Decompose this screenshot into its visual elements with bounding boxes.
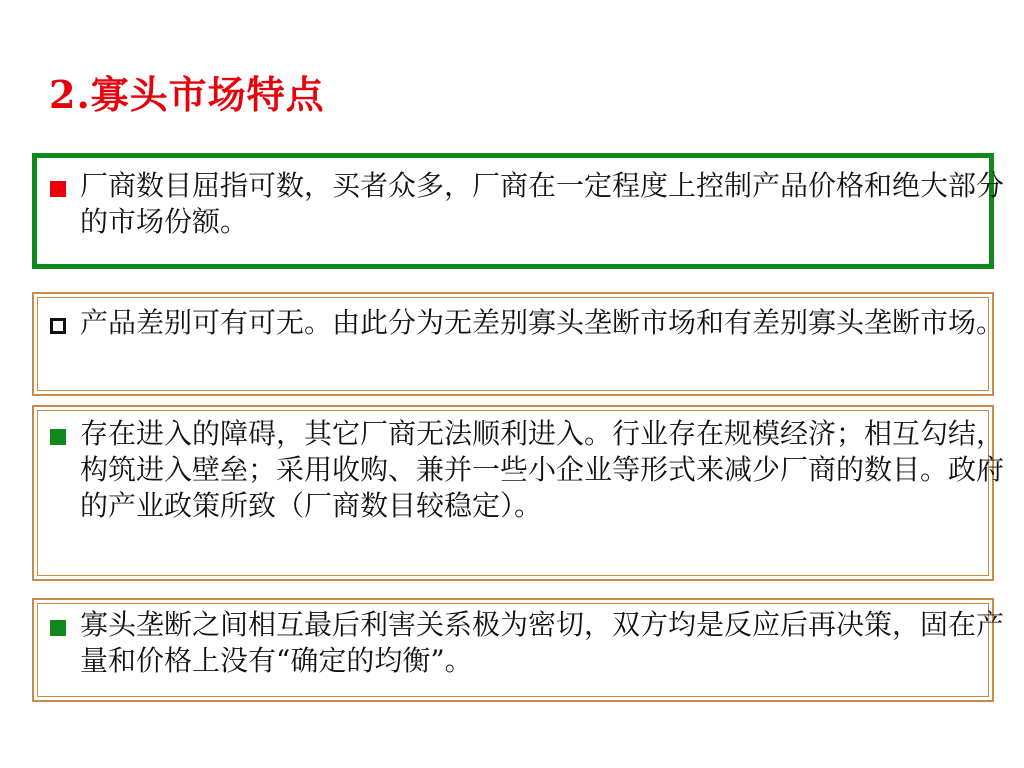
point-4-text: 寡头垄断之间相互最后利害关系极为密切，双方均是反应后再决策，固在产量和价格上没有“确定的均衡”。 (80, 608, 1005, 677)
point-2-text: 产品差别可有可无。由此分为无差别寡头垄断市场和有差别寡头垄断市场。 (80, 306, 1005, 339)
point-1-text: 厂商数目屈指可数，买者众多，厂商在一定程度上控制产品价格和绝大部分的市场份额。 (80, 169, 1005, 238)
green-square-bullet-icon (50, 620, 66, 636)
point-2 (50, 305, 1004, 341)
point-1 (50, 168, 1004, 240)
green-square-bullet-icon (50, 429, 66, 445)
red-square-bullet-icon (50, 181, 66, 197)
point-4 (50, 607, 1004, 679)
hollow-square-bullet-icon (50, 318, 66, 334)
slide-title: 2.寡头市场特点 (49, 72, 325, 117)
point-3-text: 存在进入的障碍，其它厂商无法顺利进入。行业存在规模经济；相互勾结，构筑进入壁垒；采用收购、兼并一些小企业等形式来减少厂商的数目。政府的产业政策所致（厂商数目较稳定）。 (80, 417, 1005, 522)
point-3 (50, 416, 1004, 524)
